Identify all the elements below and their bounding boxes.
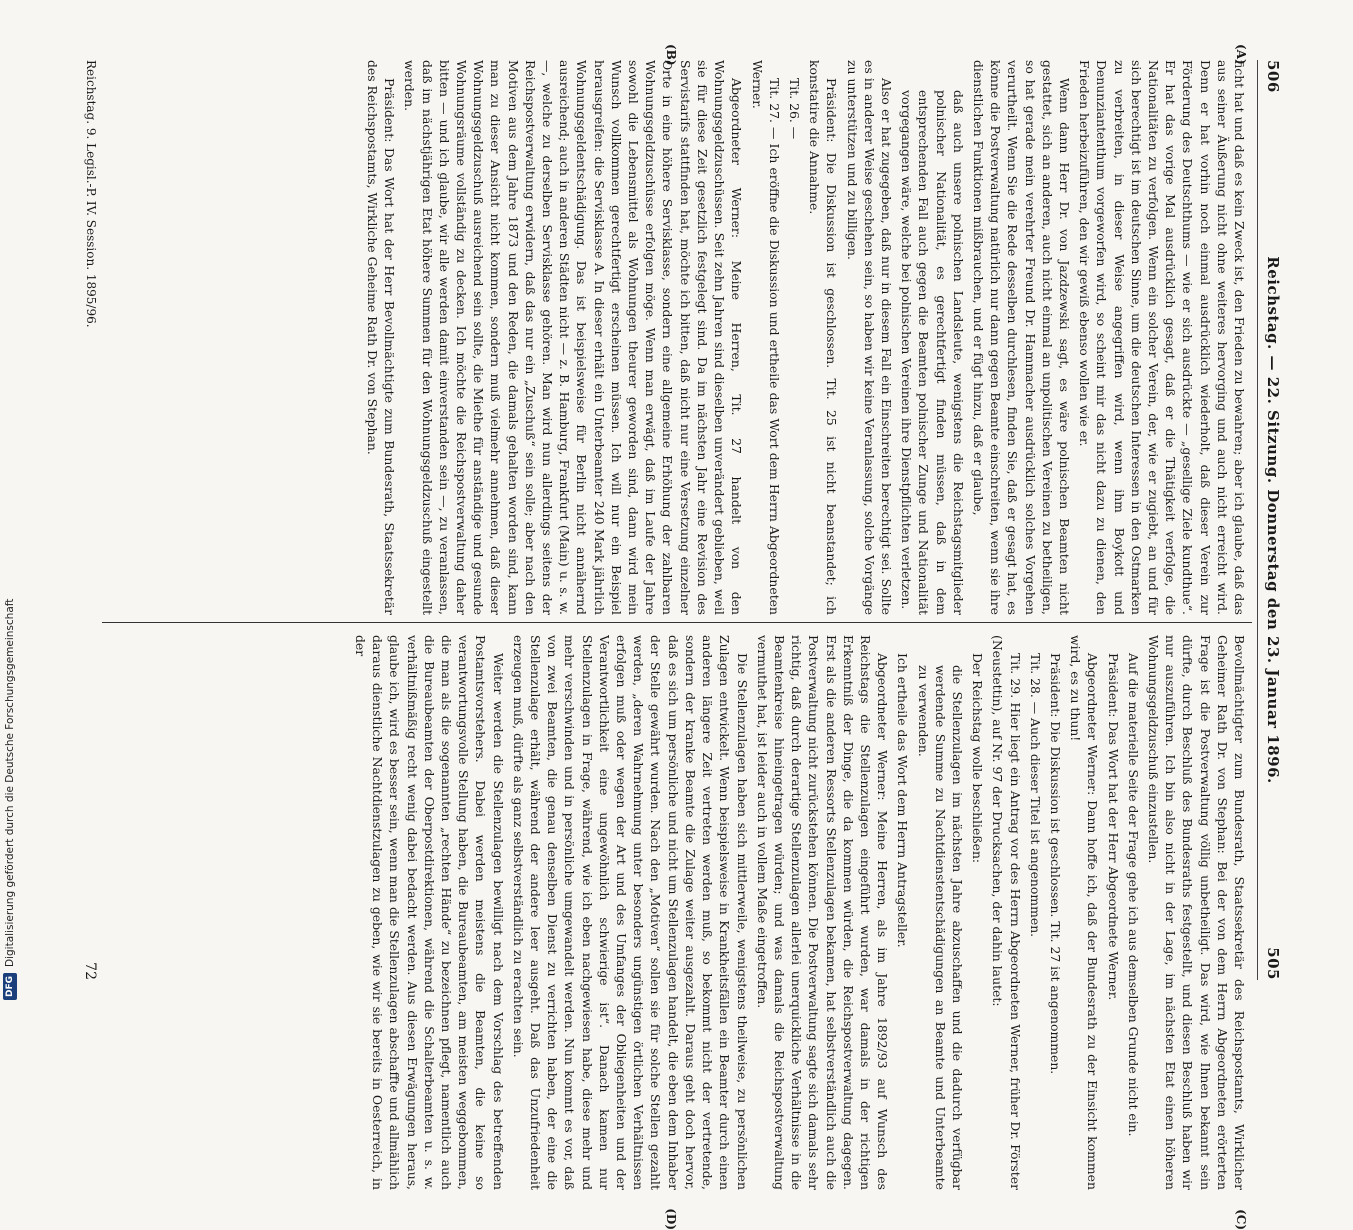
margin-mark-a: (A) xyxy=(1234,44,1248,65)
paragraph: Präsident: Die Diskussion ist geschlossen. Tit. 25 ist nicht beanstandet; ich konstatire die Annahme. xyxy=(807,60,840,615)
margin-mark-c: (C) xyxy=(1234,1209,1248,1230)
paragraph: Tit. 26. — xyxy=(786,78,802,140)
paragraph: Tit. 27. — Ich eröffne die Diskussion und ertheile das Wort dem Herrn Abgeordneten Werner. xyxy=(749,60,782,615)
paragraph: Der Reichstag wolle beschließen: xyxy=(970,653,986,864)
paragraph: Präsident: Das Wort hat der Herr Abgeordnete Werner. xyxy=(1105,653,1121,1001)
paragraph: Abgeordneter Werner: Meine Herren, als im Jahre 1892/93 auf Wunsch des Reichstags die Stellenzulagen eingeführt wurden, war damals in der richtigen Erkenntniß der Dinge, die da kommen würden, die Reichspostverwaltung dagegen. Erst als die anderen Ressorts Stellenzulagen bekamen, hat selbstverständlich auch die Postverwaltung nicht zurückstehen können. Die Postverwaltung sagte sich damals sehr richtig, daß durch derartige Stellenzulagen allerlei unerquickliche Verhältnisse in die Beamtenkreise hineingetragen würden; und was damals die Reichspostverwaltung vermuthet hat, ist leider auch in vollem Maße eingetroffen. xyxy=(754,635,891,1190)
paragraph: Die Stellenzulagen haben sich mittlerweile, wenigstens theilweise, zu persönlichen Zulagen entwickelt. Wenn beispielsweise in Krankheitsfällen ein Beamter durch einen anderen längere Zeit vertreten werden muß, so bekommt nicht der vertretende, sondern der kranke Beamte die Zulage weiter ausgezahlt. Daraus geht doch hervor, daß es sich um persönliche und nicht um Stellenzulagen handelt, die eben dem Inhaber der Stelle gewährt wurden. Nach den „Motiven“ sollen sie für solche Stellen gezahlt werden, „deren Wahrnehmung unter besonders ungünstigen örtlichen Verhältnissen erfolgen muß oder wegen der Art und des Umfanges der Obliegenheiten und der Verantwortlichkeit eine ungewöhnlich schwierige ist“. Danach kamen nur Stellenzulagen in Frage, während, wie ich eben nachgewiesen habe, diese mehr und mehr verschwinden und in persönliche umgewandelt werden. Nun kommt es vor, daß von zwei Beamten, die genau denselben Dienst zu verrichten haben, der eine die Stellenzulage erhält, während der andere leer ausgeht. Daß das Unzufriedenheit erzeugen muß, dürfte als ganz selbstverständlich zu erachten sein. xyxy=(510,635,750,1190)
column-divider xyxy=(102,622,1252,623)
paragraph: Auf die materielle Seite der Frage gehe ich aus demselben Grunde nicht ein. xyxy=(1125,653,1141,1137)
left-column xyxy=(108,60,1248,615)
margin-mark-b: (B) xyxy=(664,44,678,66)
paragraph: Präsident: Das Wort hat der Herr Bevollmächtigte zum Bundesrath, Staatssekretär des Reichspostamts, Wirkliche Geheime Rath Dr. von Stephan. xyxy=(365,60,398,615)
paragraph: Weiter werden die Stellenzulagen bewilligt nach dem Vorschlag des betreffenden Postamtsvorstehers. Dabei werden meistens die Beamten, die keine so verantwortungsvolle Stellung haben, die Bureaubeamten, am meisten weggebommen, die man als die sogenannten „rechten Hände“ zu bezeichnen pflegt, namentlich auch die Bureaubeamten der Oberpostdirektionen, während die Schalterbeamten u. s. w. verhältnißmäßig recht wenig dabei bedacht werden. Aus diesen Erwägungen heraus, glaube ich, wird es besser sein, wenn man die Stellenzulagen abschaffte und allmählich daraus dienstliche Nachtdienstzulagen zu geben, wie wir sie bereits in Oesterreich, in der xyxy=(353,635,506,1190)
page-header xyxy=(1257,60,1288,980)
paragraph: Präsident: Die Diskussion ist geschlossen. Tit. 27 ist angenommen. xyxy=(1047,653,1063,1075)
page-title: Reichstag. — 22. Sitzung. Donnerstag den 23. Januar 1896. xyxy=(1264,256,1282,784)
margin-mark-d: (D) xyxy=(664,1208,678,1230)
page-footer xyxy=(78,60,98,980)
document-page xyxy=(58,44,1288,1230)
footer-sheet-number: 72 xyxy=(82,962,98,980)
quoted-paragraph: die Stellenzulagen im nächsten Jahre abzuschaffen und die dadurch verfügbar werdende Summe zu Nachtdienstentschädigungen an Beamte und Unterbeamte zu verwenden. xyxy=(915,665,965,1190)
paragraph: Ich ertheile das Wort dem Herrn Antragsteller. xyxy=(895,653,911,948)
paragraph: Bevollmächtigter zum Bundesrath, Staatssekretär des Reichspostamts, Wirklicher Geheimer Rath Dr. von Stephan: Bei der von dem Herrn Abgeordneten erörterten Frage ist die Postverwaltung völlig unbetheiligt. Das wird, wie Ihnen bekannt sein dürfte, durch Beschluß des Bundesraths festgestellt, und diesen Beschluß haben wir nur auszuführen. Ich bin also nicht in der Lage, im nächsten Etat einen höheren Wohnungsgeldzuschuß einzustellen. xyxy=(1145,635,1247,1190)
paragraph: Abgeordneter Werner: Meine Herren, Tit. 27 handelt von den Wohnungsgeldzuschüssen. Seit zehn Jahren sind dieselben unverändert geblieben, weil sie für diese Zeit gesetzlich festgelegt sind. Da im nächsten Jahr eine Revision des Servistarifs stattfinden hat, möchte ich bitten, daß nicht nur eine Versetzung einzelner Orte in eine höhere Servisklasse, sondern eine allgemeine Erhöhung der zahlbaren Wohnungsgeldzuschüsse erfolgen möge. Wenn man erwägt, daß im Laufe der Jahre sowohl die Lebensmittel als Wohnungen theurer geworden sind, dann wird mein Wunsch vollkommen gerechtfertigt erscheinen müssen. Ich will nur ein Beispiel herausgreifen: die Servisklasse A. In dieser erhält ein Unterbeamter 240 Mark jährlich Wohnungsgeldentschädigung. Das ist beispielsweise für Berlin nicht annähernd ausreichend; auch in anderen Städten nicht — z. B. Hamburg, Frankfurt (Main) u. s. w. —, welche zu derselben Servisklasse gehören. Man wird nun allerdings seitens der Reichspostverwaltung erwidern, daß das nur ein „Zuschuß“ sein solle; aber nach den Motiven aus dem Jahre 1873 und den Reden, die damals gehalten worden sind, kann man zu dieser Ansicht nicht kommen, sondern muß vielmehr annehmen, daß dieser Wohnungsgeldzuschuß ausreichend sein sollte, die Miethe für anständige und gesunde Wohnungsräume vollständig zu decken. Ich möchte die Reichspostverwaltung daher bitten — und ich glaube, wir alle werden damit einverstanden sein —, zu veranlassen, daß im nächstjährigen Etat höhere Summen für den Wohnungsgeldzuschuß eingestellt werden. xyxy=(402,60,745,615)
quoted-paragraph: daß auch unsere polnischen Landsleute, wenigstens die Reichstagsmitglieder polnischer Nationalität, es gerechtfertigt finden müssen, daß in dem entsprechenden Fall auch gegen die Beamten polnischer Zunge und Nationalität vorgegangen wäre, welche bei polnischen Vereinen ihre Dienstpflichten verletzen. xyxy=(899,90,966,615)
page-number-left: 505 xyxy=(1264,947,1282,980)
paragraph: Abgeordneter Werner: Dann hoffe ich, daß der Bundesrath zu der Einsicht kommen wird, es zu thun! xyxy=(1068,635,1101,1190)
paragraph: ficht hat und daß es kein Zweck ist, den Frieden zu bewahren; aber ich glaube, daß das aus seiner Äußerung nicht ohne weiteres hervorging und auch nicht erreicht wird. Denn er hat vorhin noch einmal ausdrücklich wiederholt, daß dieser Verein zur Förderung des Deutschthums — wie er sich ausdrückte — „gesellige Ziele kundthue“. Er hat das vorige Mal ausdrücklich gesagt, daß er die Thätigkeit verfolge, die Nationalitäten zu verfolgen. Wenn ein solcher Verein, der, wie er zugiebt, an und für sich berechtigt ist im deutschen Sinne, um die deutschen Interessen in den Ostmarken zu verbreiten, in dieser Weise angegriffen wird, wenn ihm Boykott und Denunziantenthum vorgeworfen wird, so scheint mir das nicht dazu zu dienen, den Frieden herbeizuführen, den wir gewiß ebenso wollen wie er. xyxy=(1077,60,1247,615)
footer-session: Reichstag. 9. Legisl.-P. IV. Session. 1895/96. xyxy=(84,60,98,328)
paragraph: Tit. 28. — Auch dieser Titel ist angenommen. xyxy=(1027,653,1043,938)
paragraph: Wenn dann Herr Dr. von Jazdzewski sagt, es wäre polnischen Beamten nicht gestattet, sich an anderen, auch nicht einmal an unpolitischen Vereinen zu betheiligen, so hat gerade mein verehrter Freund Dr. Hammacher ausdrücklich solches Vorgehen verurtheilt. Wenn Sie die Rede desselben durchlesen, finden Sie, daß er gesagt hat, es könne die Postverwaltung natürlich nur dann gegen Beamte einschreiten, wenn sie ihre dienstlichen Funktionen mißbrauchen, und er fügt hinzu, daß er glaube, xyxy=(970,60,1072,615)
paragraph: Also er hat zugegeben, daß nur in diesem Fall ein Einschreiten berechtigt sei. Sollte es in anderer Weise geschehen sein, so haben wir keine Veranlassung, solche Vorgänge zu unterstützen und zu billigen. xyxy=(844,60,894,615)
page-number-right: 506 xyxy=(1264,60,1282,93)
funding-note-text: Digitalisierung gefördert durch die Deutsche Forschungsgemeinschaft xyxy=(4,598,16,967)
paragraph: Tit. 29. Hier liegt ein Antrag vor des Herrn Abgeordneten Werner, früher Dr. Förster (Neustettin), auf Nr. 97 der Drucksachen, der dahin lautet: xyxy=(990,635,1023,1190)
funding-note xyxy=(0,0,20,1000)
right-column xyxy=(108,635,1248,1190)
dfg-logo-icon: DFG xyxy=(3,973,17,1000)
